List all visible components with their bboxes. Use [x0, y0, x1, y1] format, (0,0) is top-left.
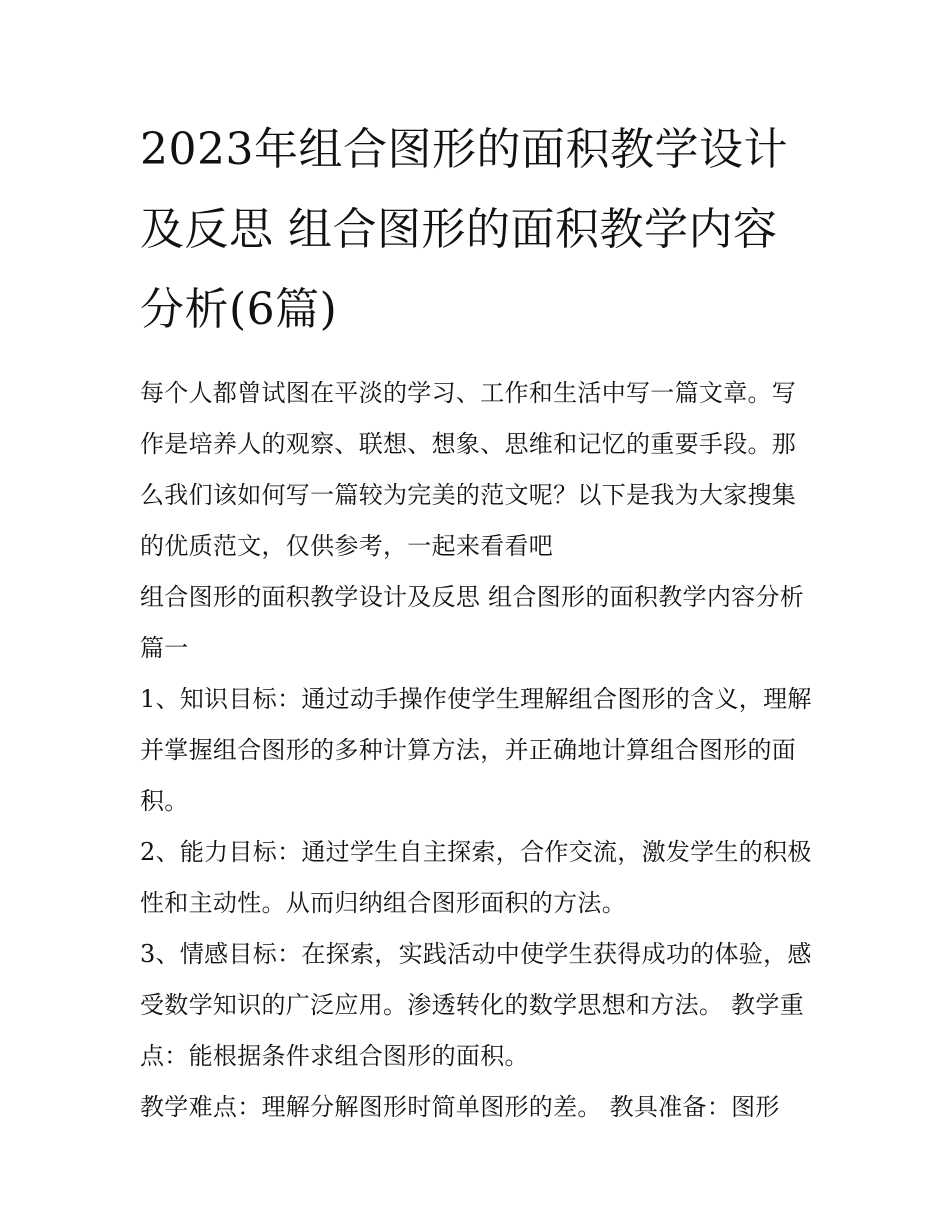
- knowledge-goal-paragraph: 1、知识目标：通过动手操作使学生理解组合图形的含义，理解并掌握组合图形的多种计算方法，并正确地计算组合图形的面积。: [140, 685, 812, 815]
- ability-goal-paragraph: 2、能力目标：通过学生自主探索，合作交流，激发学生的积极性和主动性。从而归纳组合图形面积的方法。: [140, 838, 812, 917]
- difficulty-paragraph: 教学难点：理解分解图形时简单图形的差。 教具准备：图形: [140, 1093, 780, 1121]
- intro-paragraph: 每个人都曾试图在平淡的学习、工作和生活中写一篇文章。写作是培养人的观察、联想、想象、思维和记忆的重要手段。那么我们该如何写一篇较为完美的范文呢？以下是我为大家搜集的优质范文，仅供参考，一起来看看吧: [140, 379, 797, 560]
- document-title: 2023年组合图形的面积教学设计及反思 组合图形的面积教学内容分析(6篇): [140, 124, 788, 335]
- emotion-goal-paragraph: 3、情感目标：在探索，实践活动中使学生获得成功的体验，感受数学知识的广泛应用。渗透转化的数学思想和方法。 教学重点：能根据条件求组合图形的面积。: [140, 940, 812, 1070]
- section-heading: 组合图形的面积教学设计及反思 组合图形的面积教学内容分析篇一: [140, 583, 805, 662]
- document-page: [140, 110, 820, 1133]
